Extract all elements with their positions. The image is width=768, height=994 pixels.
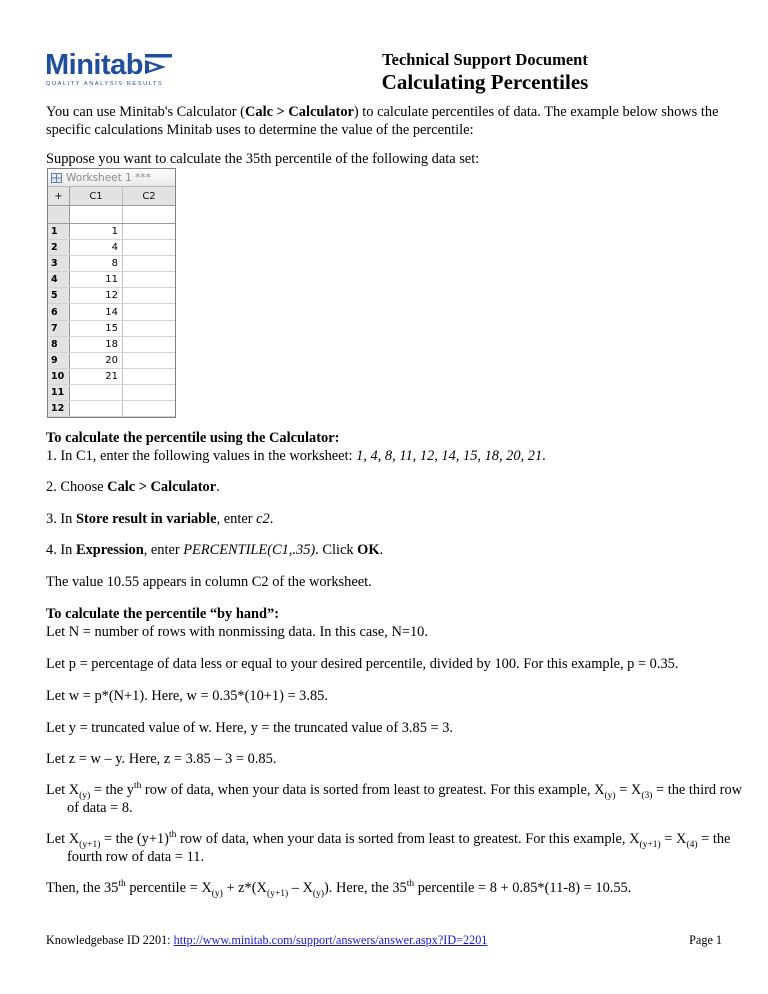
cell-c2[interactable] [123,337,175,352]
final-formula [46,879,726,897]
cell-c1[interactable]: 21 [70,369,123,384]
step-3-text: 3. In [46,511,76,527]
worksheet-title: Worksheet 1 *** [66,171,151,184]
row-number[interactable]: 5 [48,288,70,303]
cell-c1[interactable]: 12 [70,288,123,303]
final-text-a: Then, the 35 [46,880,119,896]
step-4-field: Expression [75,542,144,558]
final-text-e: ). Here, the 35 [324,880,407,896]
worksheet-titlebar[interactable] [48,169,175,187]
xy-text-a: Let X [46,782,80,798]
step-3-value: c2 [256,511,270,527]
final-text-c: + z*(X [222,880,267,896]
define-y: Let y = truncated value of w. Here, y = the truncated value of 3.85 = 3. [46,720,454,736]
footer-kb [46,933,487,948]
suppose-paragraph: Suppose you want to calculate the 35th percentile of the following data set: [46,151,480,167]
intro-paragraph [46,103,722,139]
step-4-text: 4. In [46,542,76,558]
xy1-text-a: Let X [46,831,80,847]
row-number[interactable]: 10 [48,369,70,384]
table-row [48,337,175,353]
worksheet-window[interactable] [47,168,176,418]
define-x-y [46,781,743,817]
xy-text-e: = the third row of data = 8. [67,782,743,816]
column-header-c1[interactable]: C1 [70,187,123,205]
table-row [48,321,175,337]
column-name-cell-c1[interactable] [70,206,123,223]
row-number[interactable]: 11 [48,385,70,400]
column-header-c2[interactable]: C2 [142,190,156,202]
row-number[interactable]: 3 [48,256,70,271]
cell-c2[interactable] [123,353,175,368]
column-name-row [48,206,175,224]
step-4-text-c: . Click [315,542,358,558]
row-number[interactable]: 2 [48,240,70,255]
step-4 [46,541,726,559]
document-title: Calculating Percentiles [381,70,589,94]
final-sub-y1: (y+1) [266,888,289,899]
table-row [48,385,175,401]
step-4-end: . [379,542,384,558]
define-n: Let N = number of rows with nonmissing data. In this case, N=10. [46,624,428,640]
step-2-end: . [216,479,220,495]
define-p: Let p = percentage of data less or equal to your desired percentile, divided by 100. For this example, p = 0.35. [46,656,679,672]
table-row [48,256,175,272]
final-text-b: percentile = X [125,880,212,896]
minitab-logo [45,50,175,90]
cell-c1[interactable] [70,385,123,400]
xy1-sub-y1: (y+1) [79,839,101,850]
table-row [48,224,175,240]
intro-menu-path: Calc > Calculator [244,104,354,120]
worksheet-grid-icon [51,173,62,183]
row-number[interactable]: 1 [48,224,70,239]
xy-text-d: = X [615,782,642,798]
xy-sub-y: (y) [79,790,91,801]
cell-c1[interactable]: 1 [70,224,123,239]
step-3 [46,510,726,528]
step-3-text-b: , enter [216,511,257,527]
xy-sub-y-2: (y) [604,790,616,801]
cell-c1[interactable]: 4 [70,240,123,255]
cell-c1[interactable]: 11 [70,272,123,287]
xy1-text-e: = the fourth row of data = 11. [67,831,731,865]
row-number[interactable]: 4 [48,272,70,287]
step-3-field: Store result in variable [75,511,217,527]
row-number[interactable]: 6 [48,304,70,319]
cell-c2[interactable] [123,240,175,255]
xy-text-c: row of data, when your data is sorted from least to greatest. For this example, X [141,782,605,798]
column-name-cell-c2[interactable] [123,206,175,223]
xy1-sub-4: (4) [686,839,698,850]
step-1-text: 1. In C1, enter the following values in the worksheet: [46,448,357,464]
by-hand-heading: To calculate the percentile “by hand”: [46,606,280,622]
document-subtitle: Technical Support Document [382,50,588,69]
intro-text: You can use Minitab's Calculator ( [46,104,245,120]
table-row [48,288,175,304]
step-2-menu-path: Calc > Calculator [107,479,217,495]
xy1-sup-th: th [168,830,177,841]
logo-tagline: QUALITY ANALYSIS RESULTS [46,81,164,87]
step-4-expression: PERCENTILE(C1,.35) [183,542,316,558]
final-sub-y: (y) [211,888,223,899]
final-sup-th: th [118,879,126,890]
footer-kb-label: Knowledgebase ID 2201: [46,933,174,947]
final-text-d: – X [288,880,313,896]
table-row [48,401,175,417]
calculator-heading: To calculate the percentile using the Calculator: [46,430,340,446]
column-name-corner [48,206,70,223]
cell-c2[interactable] [123,272,175,287]
define-w: Let w = p*(N+1). Here, w = 0.35*(10+1) = 3.85. [46,688,328,704]
cell-c1[interactable]: 14 [70,304,123,319]
cell-c1[interactable]: 20 [70,353,123,368]
xy1-sub-y1-2: (y+1) [639,839,661,850]
cell-c1[interactable]: 8 [70,256,123,271]
cell-c2[interactable] [123,385,175,400]
row-number[interactable]: 7 [48,321,70,336]
cell-c1[interactable]: 18 [70,337,123,352]
intro-text-end: ) to calculate percentiles of data. The example below shows the specific calculations Minitab uses to determine the value of the percentile: [46,104,719,138]
row-number[interactable]: 8 [48,337,70,352]
xy-sub-3: (3) [641,790,653,801]
footer-page-number: Page 1 [689,933,722,947]
data-direction-arrow[interactable]: + [48,187,70,205]
step-2 [46,478,726,496]
cell-c2[interactable] [123,288,175,303]
row-number[interactable]: 9 [48,353,70,368]
step-1 [46,447,726,465]
step-1-end: . [542,448,546,464]
cell-c2[interactable] [123,256,175,271]
step-4-ok: OK [357,542,380,558]
table-row [48,369,175,385]
logo-arrow-icon [144,53,174,77]
xy1-text-d: = X [660,831,687,847]
step-1-values: 1, 4, 8, 11, 12, 14, 15, 18, 20, 21 [356,448,543,464]
footer-kb-link[interactable]: http://www.minitab.com/support/answers/answer.aspx?ID=2201 [173,933,488,947]
xy1-text-b: = the (y+1) [100,831,169,847]
cell-c1[interactable] [70,401,123,416]
cell-c2[interactable] [123,321,175,336]
cell-c2[interactable] [123,224,175,239]
final-text-f: percentile = 8 + 0.85*(11-8) = 10.55. [414,880,632,896]
table-row [48,353,175,369]
worksheet-column-headers [48,187,175,206]
step-2-text: 2. Choose [46,479,108,495]
cell-c2[interactable] [123,304,175,319]
table-row [48,240,175,256]
step-3-end: . [269,511,274,527]
define-x-y1 [46,830,743,866]
final-sup-th-2: th [406,879,415,890]
calculator-result: The value 10.55 appears in column C2 of the worksheet. [46,574,372,590]
row-number[interactable]: 12 [48,401,70,416]
xy-sup-th: th [133,781,142,792]
cell-c2[interactable] [123,369,175,384]
xy1-text-c: row of data, when your data is sorted from least to greatest. For this example, X [176,831,640,847]
table-row [48,304,175,320]
table-row [48,272,175,288]
xy-text-b: = the y [90,782,134,798]
logo-wordmark: Minitab [45,49,143,81]
cell-c1[interactable]: 15 [70,321,123,336]
final-sub-y-2: (y) [312,888,324,899]
step-4-text-b: , enter [143,542,184,558]
worksheet-rows [48,224,175,417]
cell-c2[interactable] [123,401,175,416]
define-z: Let z = w – y. Here, z = 3.85 – 3 = 0.85. [46,751,277,767]
